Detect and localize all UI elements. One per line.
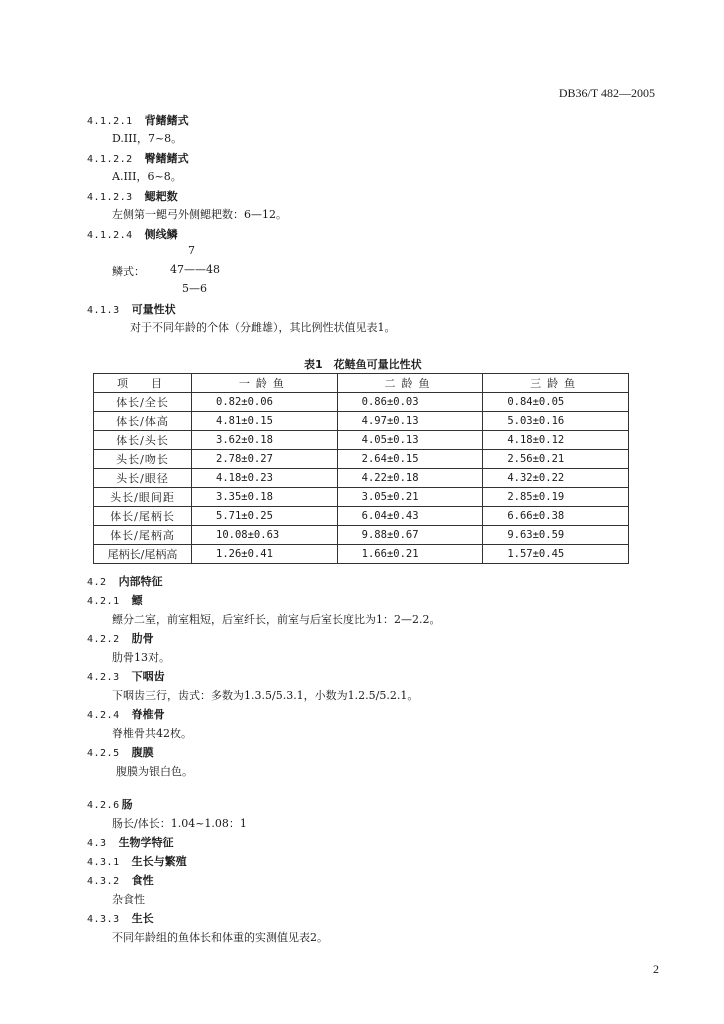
table-cell: 3.62±0.18 <box>192 431 338 450</box>
section-title: 下咽齿 <box>131 670 165 683</box>
table-cell: 2.56±0.21 <box>483 450 629 469</box>
table-cell: 4.18±0.23 <box>192 469 338 488</box>
section-text: 左侧第一鳃弓外侧鳃耙数：6—12。 <box>112 208 287 221</box>
section-text: 对于不同年龄的个体（分雌雄），其比例性状值见表1。 <box>130 321 396 334</box>
table-cell: 体长/体高 <box>94 412 192 431</box>
table-cell: 1.57±0.45 <box>483 545 629 564</box>
section-number: 4.2 <box>87 577 107 588</box>
section-title: 内部特征 <box>118 575 163 588</box>
table-cell: 头长/吻长 <box>94 450 192 469</box>
section-text: A.III，6~8。 <box>112 170 182 183</box>
section-title: 脊椎骨 <box>131 708 165 721</box>
section-number: 4.2.2 <box>87 634 120 645</box>
table-row <box>94 488 629 507</box>
section-number: 4.3.1 <box>87 857 120 868</box>
section-heading <box>87 834 174 850</box>
document-code: DB36/T 482—2005 <box>558 86 655 100</box>
section-title: 生物学特征 <box>118 836 174 849</box>
table-row <box>94 469 629 488</box>
table-cell: 3.35±0.18 <box>192 488 338 507</box>
table-cell: 1.26±0.41 <box>192 545 338 564</box>
section-heading <box>87 706 165 722</box>
section-text: 鳔分二室，前室粗短，后室纤长，前室与后室长度比为1：2—2.2。 <box>112 613 441 626</box>
section-number: 4.2.1 <box>87 596 120 607</box>
section-title: 生长与繁殖 <box>131 855 187 868</box>
section-heading <box>87 630 154 646</box>
table-row <box>94 526 629 545</box>
table-cell: 5.71±0.25 <box>192 507 338 526</box>
table-cell: 4.05±0.13 <box>337 431 483 450</box>
section-title: 肠 <box>121 798 133 811</box>
table-cell: 4.97±0.13 <box>337 412 483 431</box>
table-cell: 9.63±0.59 <box>483 526 629 545</box>
section-number: 4.1.2.4 <box>87 230 133 241</box>
section-title: 鳃耙数 <box>144 190 178 203</box>
table-cell: 0.86±0.03 <box>337 393 483 412</box>
section-heading <box>87 910 154 926</box>
section-title: 可量性状 <box>131 303 176 316</box>
table-cell: 6.66±0.38 <box>483 507 629 526</box>
table-cell: 3.05±0.21 <box>337 488 483 507</box>
scale-formula-middle: 47——48 <box>170 263 220 276</box>
section-number: 4.3.2 <box>87 876 120 887</box>
section-number: 4.2.6 <box>87 800 120 811</box>
section-title: 肋骨 <box>131 632 154 645</box>
section-title: 腹膜 <box>131 746 154 759</box>
section-text: 杂食性 <box>112 893 145 906</box>
section-number: 4.1.2.3 <box>87 192 133 203</box>
table-row <box>94 412 629 431</box>
table-row <box>94 545 629 564</box>
table-cell: 1.66±0.21 <box>337 545 483 564</box>
section-title: 背鳍鳍式 <box>144 114 189 127</box>
section-number: 4.1.3 <box>87 305 120 316</box>
section-title: 食性 <box>131 874 154 887</box>
section-number: 4.2.3 <box>87 672 120 683</box>
section-text: 肠长/体长：1.04~1.08：1 <box>112 817 247 830</box>
section-heading <box>87 668 165 684</box>
section-heading <box>87 592 143 608</box>
table-cell: 5.03±0.16 <box>483 412 629 431</box>
section-heading <box>87 744 154 760</box>
section-title: 臀鳍鳍式 <box>144 152 189 165</box>
table-cell: 9.88±0.67 <box>337 526 483 545</box>
section-heading <box>87 188 178 204</box>
section-text: 肋骨13对。 <box>112 651 170 664</box>
table-cell: 2.85±0.19 <box>483 488 629 507</box>
section-heading <box>87 573 163 589</box>
table-cell: 4.18±0.12 <box>483 431 629 450</box>
section-heading <box>87 226 178 242</box>
data-table <box>93 373 629 564</box>
section-heading <box>87 150 189 166</box>
table-cell: 4.32±0.22 <box>483 469 629 488</box>
section-text: 下咽齿三行，齿式：多数为1.3.5/5.3.1，小数为1.2.5/5.2.1。 <box>112 689 419 702</box>
table-cell: 体长/尾柄高 <box>94 526 192 545</box>
table-cell: 体长/尾柄长 <box>94 507 192 526</box>
scale-formula-top: 7 <box>188 244 195 257</box>
table-cell: 4.81±0.15 <box>192 412 338 431</box>
section-heading <box>87 872 154 888</box>
section-title: 侧线鳞 <box>144 228 178 241</box>
section-number: 4.1.2.1 <box>87 116 133 127</box>
table-header-cell: 一龄鱼 <box>192 374 338 393</box>
section-text: D.III，7~8。 <box>112 132 183 145</box>
table-row <box>94 393 629 412</box>
table-cell: 尾柄长/尾柄高 <box>94 545 192 564</box>
table-cell: 4.22±0.18 <box>337 469 483 488</box>
section-text: 脊椎骨共42枚。 <box>112 727 192 740</box>
section-number: 4.3.3 <box>87 914 120 925</box>
section-title: 鳔 <box>131 594 143 607</box>
table-header-cell: 项 目 <box>94 374 192 393</box>
table-cell: 2.64±0.15 <box>337 450 483 469</box>
section-number: 4.3 <box>87 838 107 849</box>
table-cell: 体长/全长 <box>94 393 192 412</box>
section-number: 4.1.2.2 <box>87 154 133 165</box>
section-number: 4.2.4 <box>87 710 120 721</box>
table-cell: 体长/头长 <box>94 431 192 450</box>
table-header-cell: 三龄鱼 <box>483 374 629 393</box>
table-header-cell: 二龄鱼 <box>337 374 483 393</box>
table-cell: 10.08±0.63 <box>192 526 338 545</box>
table-caption: 表1 花鲢鱼可量比性状 <box>304 358 422 371</box>
table-row <box>94 431 629 450</box>
table-cell: 头长/眼径 <box>94 469 192 488</box>
table-cell: 0.82±0.06 <box>192 393 338 412</box>
section-number: 4.2.5 <box>87 748 120 759</box>
table-header-row <box>94 374 629 393</box>
section-text: 腹膜为银白色。 <box>116 765 193 778</box>
table-row <box>94 450 629 469</box>
table-cell: 2.78±0.27 <box>192 450 338 469</box>
section-heading <box>87 796 133 812</box>
scale-formula-bottom: 5—6 <box>182 282 207 295</box>
section-heading <box>87 853 187 869</box>
table-cell: 0.84±0.05 <box>483 393 629 412</box>
scale-formula-label: 鳞式： <box>112 265 145 278</box>
table-row <box>94 507 629 526</box>
section-title: 生长 <box>131 912 154 925</box>
table-cell: 6.04±0.43 <box>337 507 483 526</box>
section-heading <box>87 301 176 317</box>
page-number: 2 <box>653 962 659 976</box>
table-cell: 头长/眼间距 <box>94 488 192 507</box>
section-text: 不同年龄组的鱼体长和体重的实测值见表2。 <box>112 931 328 944</box>
section-heading <box>87 112 189 128</box>
